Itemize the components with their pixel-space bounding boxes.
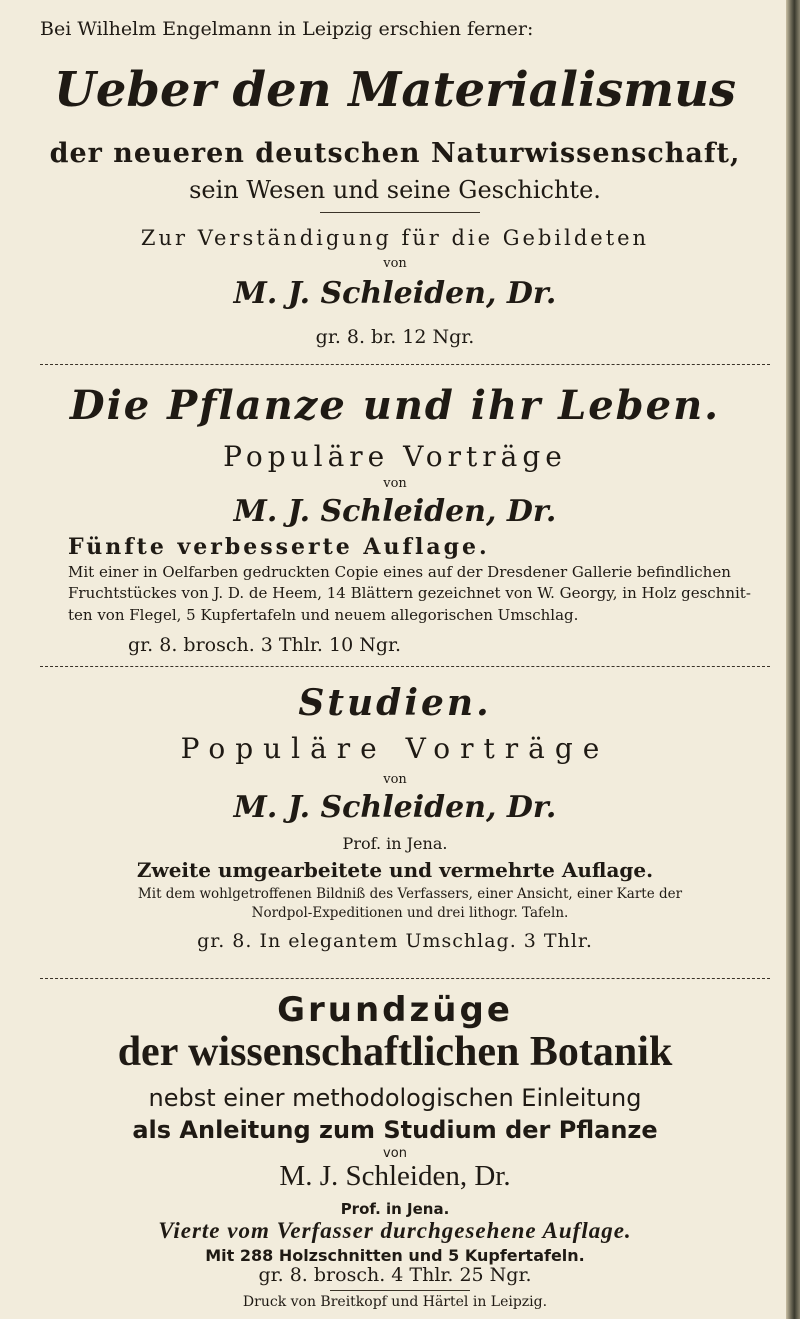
divider	[320, 212, 480, 213]
book3-description-line: Nordpol-Expeditionen und drei lithogr. Tafeln.	[251, 905, 569, 921]
printer-imprint: Druck von Breitkopf und Härtel in Leipzig.	[242, 1294, 548, 1310]
book2-title: Die Pflanze und ihr Leben.	[69, 382, 721, 429]
book1-price: gr. 8. br. 12 Ngr.	[315, 326, 475, 348]
book2-subtitle: Populäre Vorträge	[223, 440, 567, 473]
book2-edition: Fünfte verbesserte Auflage.	[68, 534, 490, 560]
book2-author: M. J. Schleiden, Dr.	[233, 494, 557, 529]
book3-title: Studien.	[298, 682, 492, 724]
book4-author: M. J. Schleiden, Dr.	[279, 1160, 511, 1192]
section-divider	[40, 978, 770, 979]
book2-description-line: Fruchtstückes von J. D. de Heem, 14 Blättern gezeichnet von W. Georgy, in Holz geschnit-	[68, 584, 751, 602]
book2-price: gr. 8. brosch. 3 Thlr. 10 Ngr.	[128, 634, 402, 656]
book1-purpose: Zur Verständigung für die Gebildeten	[140, 226, 650, 250]
book1-von: von	[383, 256, 407, 271]
book2-von: von	[383, 476, 407, 491]
section-divider	[40, 364, 770, 365]
section-divider	[40, 666, 770, 667]
book3-description-line: Mit dem wohlgetroffenen Bildniß des Verfassers, einer Ansicht, einer Karte der	[137, 886, 683, 902]
book2-description-line: Mit einer in Oelfarben gedruckten Copie eines auf der Dresdener Gallerie befindlichen	[68, 563, 731, 581]
book3-subtitle: Populäre Vorträge	[180, 732, 610, 765]
book4-subtitle3: als Anleitung zum Studium der Pflanze	[132, 1116, 658, 1144]
book3-price: gr. 8. In elegantem Umschlag. 3 Thlr.	[197, 930, 593, 952]
book3-author: M. J. Schleiden, Dr.	[233, 790, 557, 825]
book4-edition: Vierte vom Verfasser durchgesehene Auflage.	[158, 1218, 632, 1243]
book1-subtitle2: sein Wesen und seine Geschichte.	[189, 176, 601, 204]
book3-professorship: Prof. in Jena.	[342, 834, 448, 853]
book4-von: von	[383, 1146, 407, 1161]
book4-plates: Mit 288 Holzschnitten und 5 Kupfertafeln.	[205, 1246, 585, 1265]
book4-subtitle2: nebst einer methodologischen Einleitung	[148, 1084, 642, 1112]
book4-price: gr. 8. brosch. 4 Thlr. 25 Ngr.	[258, 1264, 532, 1286]
book4-title: Grundzüge	[277, 990, 513, 1030]
book1-subtitle: der neueren deutschen Naturwissenschaft,	[49, 138, 741, 169]
book4-professorship: Prof. in Jena.	[340, 1200, 450, 1218]
book2-description-line: ten von Flegel, 5 Kupfertafeln und neuem allegorischen Umschlag.	[68, 606, 579, 624]
book1-author: M. J. Schleiden, Dr.	[233, 276, 557, 311]
divider	[330, 1290, 470, 1291]
book3-von: von	[383, 772, 407, 787]
page-edge	[786, 0, 800, 1319]
book1-title: Ueber den Materialismus	[54, 62, 736, 118]
book4-subtitle: der wissenschaftlichen Botanik	[117, 1029, 673, 1075]
book3-edition: Zweite umgearbeitete und vermehrte Auflage.	[136, 858, 654, 882]
publisher-intro: Bei Wilhelm Engelmann in Leipzig erschien ferner:	[40, 18, 534, 40]
